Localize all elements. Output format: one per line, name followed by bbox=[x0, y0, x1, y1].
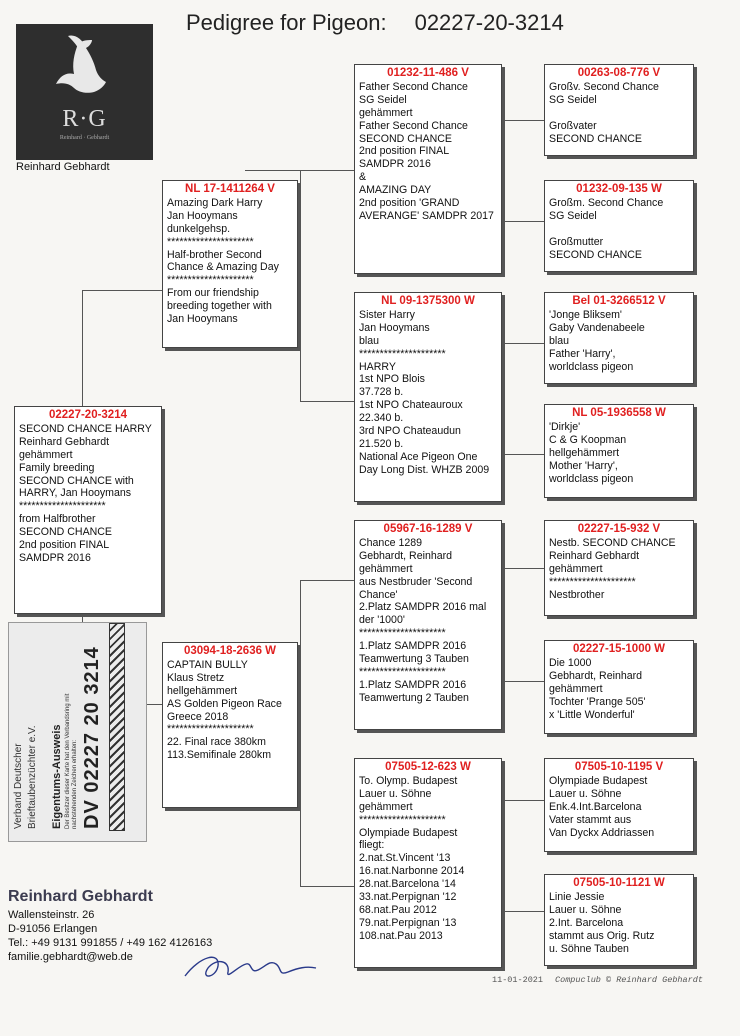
contact-street: Wallensteinstr. 26 bbox=[8, 909, 95, 921]
ring-number: NL 09-1375300 W bbox=[381, 295, 475, 307]
pigeon-info-line: 37.728 b. bbox=[359, 386, 404, 399]
logo-initials: R·G bbox=[62, 106, 107, 132]
pigeon-info-line: Olympiade Budapest bbox=[549, 774, 648, 787]
pigeon-info-line: AMAZING DAY bbox=[359, 184, 432, 197]
pigeon-info-line: SECOND CHANCE bbox=[549, 132, 643, 145]
pigeon-info-line: ********************* bbox=[167, 235, 254, 248]
pigeon-card-mf bbox=[354, 520, 502, 730]
pigeon-card-father bbox=[162, 180, 298, 348]
pigeon-info-line: 2nd position 'GRAND bbox=[359, 197, 460, 210]
pigeon-info-line: 68.nat.Pau 2012 bbox=[359, 903, 437, 916]
ring-number: 01232-09-135 W bbox=[576, 183, 662, 195]
pigeon-info-line: SECOND CHANCE bbox=[359, 132, 453, 145]
pigeon-info-line: Olympiade Budapest bbox=[359, 826, 458, 839]
pigeon-info-line: 79.nat.Perpignan '13 bbox=[359, 916, 457, 929]
ring-number: NL 17-1411264 V bbox=[185, 183, 275, 195]
pigeon-info-line: HARRY bbox=[359, 360, 396, 373]
pigeon-info-line: ********************* bbox=[19, 500, 106, 513]
pigeon-info-line: Reinhard Gebhardt bbox=[549, 549, 640, 562]
pigeon-info-line: & bbox=[359, 171, 367, 184]
pigeon-info-line: Teamwertung 2 Tauben bbox=[359, 691, 469, 704]
ownership-card bbox=[8, 622, 147, 842]
pigeon-info-line: SAMDPR 2016 bbox=[359, 158, 431, 171]
pigeon-info-line: fliegt: bbox=[359, 839, 385, 852]
pigeon-info-line: ********************* bbox=[359, 627, 446, 640]
stamp-org-line1: Verband Deutscher bbox=[13, 743, 24, 829]
pigeon-card-mmm bbox=[544, 874, 694, 966]
ring-number: 03094-18-2636 W bbox=[183, 645, 277, 657]
pigeon-card-fmm bbox=[544, 404, 694, 498]
pigeon-info-line: Mother 'Harry', bbox=[549, 459, 618, 472]
pigeon-info-line: Lauer u. Söhne bbox=[549, 787, 622, 800]
pigeon-info-line: gehämmert bbox=[549, 682, 603, 695]
pigeon-info-line: Sister Harry bbox=[359, 308, 415, 321]
pigeon-info-line: aus Nestbruder 'Second bbox=[359, 575, 473, 588]
pigeon-info-line: Greece 2018 bbox=[167, 710, 229, 723]
pigeon-info-line: Jan Hooymans bbox=[167, 313, 238, 326]
pigeon-info-line: 33.nat.Perpignan '12 bbox=[359, 891, 457, 904]
connector bbox=[500, 800, 545, 912]
pigeon-info-line: 'Dirkje' bbox=[549, 420, 581, 433]
pigeon-info-line: SAMDPR 2016 bbox=[19, 551, 91, 564]
pigeon-info-line: Reinhard Gebhardt bbox=[19, 435, 110, 448]
signature bbox=[180, 946, 320, 986]
pigeon-info-line: Großv. Second Chance bbox=[549, 80, 659, 93]
ring-number: 07505-10-1195 V bbox=[574, 761, 664, 773]
pigeon-info-line: 28.nat.Barcelona '14 bbox=[359, 878, 456, 891]
page-title bbox=[186, 10, 564, 36]
title-label: Pedigree for Pigeon: bbox=[186, 10, 387, 35]
pigeon-card-mfm bbox=[544, 640, 694, 734]
ring-number: 07505-12-623 W bbox=[385, 761, 471, 773]
pigeon-info-line: 16.nat.Narbonne 2014 bbox=[359, 865, 465, 878]
pigeon-info-line: 1st NPO Chateauroux bbox=[359, 399, 463, 412]
pigeon-info-line: Chance & Amazing Day bbox=[167, 261, 279, 274]
pigeon-info-line: SG Seidel bbox=[359, 93, 407, 106]
pigeon-info-line: Jan Hooymans bbox=[359, 321, 430, 334]
pigeon-info-line: der '1000' bbox=[359, 614, 405, 627]
pigeon-info-line: from Halfbrother bbox=[19, 513, 96, 526]
stamp-pattern-band bbox=[109, 623, 125, 831]
stamp-org-line2: Brieftaubenzüchter e.V. bbox=[27, 725, 38, 829]
footer-copyright: Compuclub © Reinhard Gebhardt bbox=[555, 975, 703, 985]
pigeon-info-line: AS Golden Pigeon Race bbox=[167, 697, 282, 710]
pigeon-card-mother bbox=[162, 642, 298, 808]
connector bbox=[82, 290, 163, 409]
connector bbox=[300, 170, 356, 402]
contact-city: D-91056 Erlangen bbox=[8, 923, 98, 935]
pigeon-info-line: 1.Platz SAMDPR 2016 bbox=[359, 678, 467, 691]
pigeon-info-line: 2.Platz SAMDPR 2016 mal bbox=[359, 601, 487, 614]
pigeon-info-line: To. Olymp. Budapest bbox=[359, 774, 458, 787]
ring-number: 02227-20-3214 bbox=[48, 409, 127, 421]
pigeon-info-line: hellgehämmert bbox=[167, 684, 238, 697]
pigeon-info-line: Klaus Stretz bbox=[167, 671, 225, 684]
logo-subtitle: Reinhard · Gebhardt bbox=[59, 135, 110, 141]
pigeon-info-line: u. Söhne Tauben bbox=[549, 942, 629, 955]
pigeon-card-ff bbox=[354, 64, 502, 274]
pigeon-info-line: Großvater bbox=[549, 119, 597, 132]
pigeon-info-line: ********************* bbox=[359, 813, 446, 826]
pigeon-info-line: National Ace Pigeon One bbox=[359, 450, 478, 463]
pigeon-info-line: Tochter 'Prange 505' bbox=[549, 695, 646, 708]
ring-number: 07505-10-1121 W bbox=[573, 877, 665, 889]
pigeon-info-line: 2nd position FINAL bbox=[19, 539, 110, 552]
pigeon-card-mmf bbox=[544, 758, 694, 852]
pigeon-info-line: Father Second Chance bbox=[359, 119, 468, 132]
pigeon-info-line: 2.Int. Barcelona bbox=[549, 916, 624, 929]
pigeon-info-line: breeding together with bbox=[167, 300, 272, 313]
connector bbox=[500, 568, 545, 682]
pigeon-card-fm bbox=[354, 292, 502, 502]
pigeon-info-line: Half-brother Second bbox=[167, 248, 262, 261]
pigeon-info-line: Van Dyckx Addriassen bbox=[549, 826, 655, 839]
contact-name: Reinhard Gebhardt bbox=[8, 888, 153, 905]
pigeon-info-line: Nestb. SECOND CHANCE bbox=[549, 536, 676, 549]
pigeon-info-line: 108.nat.Pau 2013 bbox=[359, 929, 443, 942]
connector bbox=[500, 343, 545, 455]
pigeon-card-mff bbox=[544, 520, 694, 616]
pigeon-info-line: gehämmert bbox=[19, 448, 73, 461]
pigeon-info-line: 22.340 b. bbox=[359, 412, 404, 425]
pigeon-info-line: Jan Hooymans bbox=[167, 209, 238, 222]
pigeon-info-line: Father 'Harry', bbox=[549, 347, 616, 360]
stamp-title: Eigentums-Ausweis bbox=[51, 724, 63, 829]
connector bbox=[500, 120, 545, 222]
breeder-logo bbox=[16, 24, 153, 160]
owner-label: Reinhard Gebhardt bbox=[16, 161, 110, 173]
pigeon-info-line: 3rd NPO Chateaudun bbox=[359, 425, 461, 438]
pigeon-info-line: SG Seidel bbox=[549, 93, 597, 106]
pigeon-info-line: Teamwertung 3 Tauben bbox=[359, 653, 469, 666]
pigeon-info-line: CAPTAIN BULLY bbox=[167, 658, 248, 671]
pigeon-info-line bbox=[549, 107, 689, 120]
pigeon-info-line: 21.520 b. bbox=[359, 437, 404, 450]
pigeon-info-line: Großmutter bbox=[549, 235, 604, 248]
pigeon-card-fmf bbox=[544, 292, 694, 384]
stamp-ring-number: DV 02227 20 3214 bbox=[81, 646, 103, 829]
pigeon-info-line: 2nd position FINAL bbox=[359, 145, 450, 158]
ring-number: 05967-16-1289 V bbox=[383, 523, 473, 535]
pigeon-info-line: SECOND CHANCE HARRY bbox=[19, 422, 152, 435]
pigeon-info-line: Gebhardt, Reinhard bbox=[359, 549, 453, 562]
pigeon-card-ffm bbox=[544, 180, 694, 272]
pigeon-info-line: 1.Platz SAMDPR 2016 bbox=[359, 640, 467, 653]
pigeon-info-line: SG Seidel bbox=[549, 209, 597, 222]
pigeon-info-line: gehämmert bbox=[359, 562, 413, 575]
pigeon-card-mm bbox=[354, 758, 502, 968]
pigeon-info-line: Linie Jessie bbox=[549, 890, 605, 903]
ring-number: 01232-11-486 V bbox=[387, 67, 469, 79]
pigeon-info-line: Gebhardt, Reinhard bbox=[549, 669, 643, 682]
pigeon-info-line: Lauer u. Söhne bbox=[359, 787, 432, 800]
dove-icon bbox=[16, 24, 153, 114]
pigeon-info-line: ********************* bbox=[549, 575, 636, 588]
pigeon-info-line: blau bbox=[549, 334, 570, 347]
pigeon-info-line bbox=[549, 223, 689, 236]
ring-number: Bel 01-3266512 V bbox=[572, 295, 666, 307]
pigeon-info-line: SECOND CHANCE bbox=[19, 526, 113, 539]
pigeon-info-line: 113.Semifinale 280km bbox=[167, 749, 272, 762]
contact-email[interactable]: familie.gebhardt@web.de bbox=[8, 951, 133, 963]
pigeon-info-line: blau bbox=[359, 334, 380, 347]
ring-number: 02227-15-1000 W bbox=[572, 643, 666, 655]
pigeon-info-line: SECOND CHANCE bbox=[549, 248, 643, 261]
pigeon-info-line: Amazing Dark Harry bbox=[167, 196, 263, 209]
pigeon-info-line: worldclass pigeon bbox=[549, 360, 634, 373]
footer-date: 11-01-2021 bbox=[492, 975, 544, 985]
pigeon-info-line: Father Second Chance bbox=[359, 80, 468, 93]
ring-number: NL 05-1936558 W bbox=[572, 407, 666, 419]
pigeon-info-line: Enk.4.Int.Barcelona bbox=[549, 800, 642, 813]
pigeon-info-line: worldclass pigeon bbox=[549, 472, 634, 485]
pigeon-info-line: SECOND CHANCE with bbox=[19, 474, 134, 487]
pigeon-info-line: stammt aus Orig. Rutz bbox=[549, 929, 655, 942]
pigeon-card-fff bbox=[544, 64, 694, 156]
pigeon-info-line: gehämmert bbox=[359, 800, 413, 813]
ring-number: 00263-08-776 V bbox=[577, 67, 661, 79]
title-ring-number: 02227-20-3214 bbox=[414, 10, 564, 35]
pigeon-info-line: Die 1000 bbox=[549, 656, 592, 669]
pigeon-info-line: HARRY, Jan Hooymans bbox=[19, 487, 132, 500]
pigeon-info-line: x 'Little Wonderful' bbox=[549, 708, 635, 721]
pigeon-info-line: C & G Koopman bbox=[549, 433, 627, 446]
pigeon-info-line: ********************* bbox=[167, 274, 254, 287]
pigeon-info-line: Chance' bbox=[359, 588, 398, 601]
ring-number: 02227-15-932 V bbox=[577, 523, 661, 535]
pigeon-info-line: From our friendship bbox=[167, 287, 259, 300]
pigeon-info-line: gehämmert bbox=[549, 562, 603, 575]
stamp-note: Der Besitzer dieser Karte hat den Verbandsring mit nachstehenden Zeichen erhalten: bbox=[65, 693, 78, 829]
pigeon-info-line: Großm. Second Chance bbox=[549, 196, 664, 209]
pigeon-info-line: gehämmert bbox=[359, 106, 413, 119]
pigeon-info-line: hellgehämmert bbox=[549, 446, 620, 459]
pigeon-info-line: AVERANGE' SAMDPR 2017 bbox=[359, 209, 494, 222]
connector bbox=[300, 580, 356, 887]
pigeon-info-line: Vater stammt aus bbox=[549, 813, 632, 826]
pigeon-info-line: Nestbrother bbox=[549, 588, 605, 601]
pigeon-info-line: Gaby Vandenabeele bbox=[549, 321, 645, 334]
pigeon-info-line: 22. Final race 380km bbox=[167, 736, 266, 749]
pigeon-info-line: 1st NPO Blois bbox=[359, 373, 425, 386]
pigeon-info-line: 'Jonge Bliksem' bbox=[549, 308, 622, 321]
pigeon-info-line: ********************* bbox=[167, 723, 254, 736]
pigeon-info-line: ********************* bbox=[359, 347, 446, 360]
contact-phone: Tel.: +49 9131 991855 / +49 162 4126163 bbox=[8, 937, 213, 949]
pigeon-info-line: Chance 1289 bbox=[359, 536, 423, 549]
pigeon-info-line: Day Long Dist. WHZB 2009 bbox=[359, 463, 490, 476]
pigeon-info-line: dunkelgehsp. bbox=[167, 222, 231, 235]
pigeon-info-line: 2.nat.St.Vincent '13 bbox=[359, 852, 451, 865]
pigeon-info-line: Family breeding bbox=[19, 461, 95, 474]
pigeon-info-line: ********************* bbox=[359, 665, 446, 678]
pigeon-info-line: Lauer u. Söhne bbox=[549, 903, 622, 916]
pigeon-card-subject bbox=[14, 406, 162, 614]
